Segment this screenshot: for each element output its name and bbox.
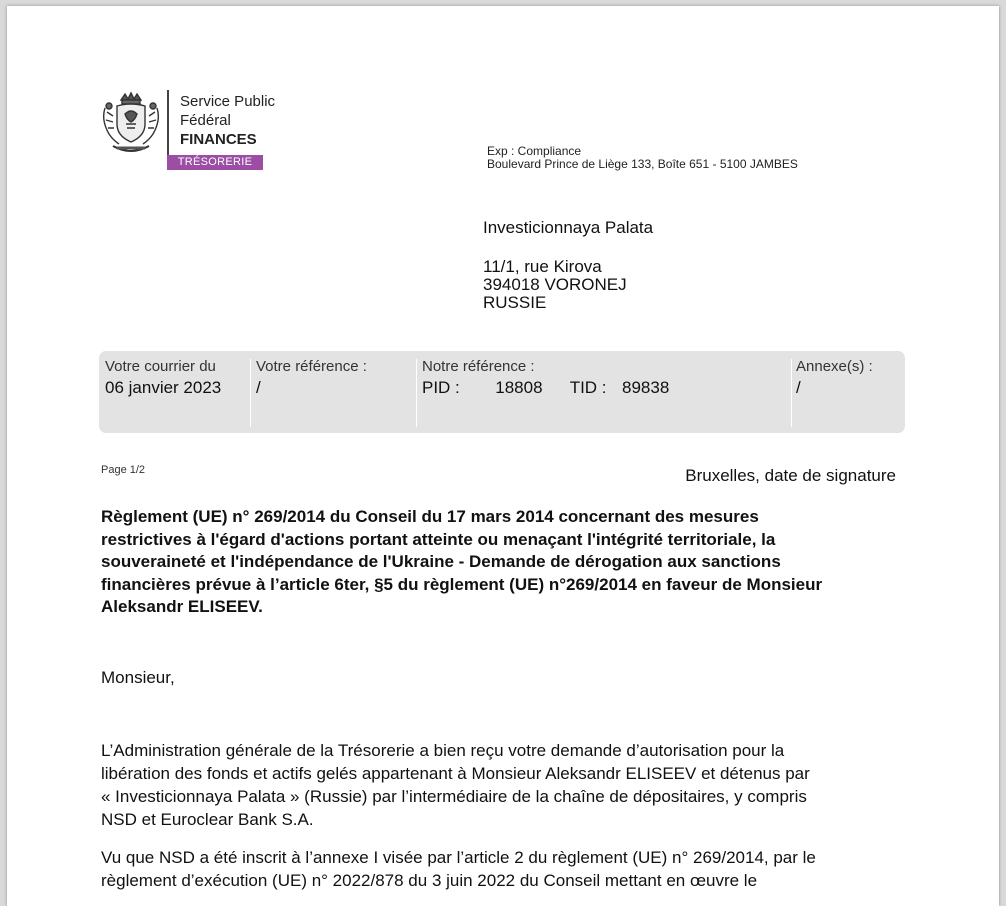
- subject-line: financières prévue à l’article 6ter, §5 du règlement (UE) n°269/2014 en faveur de Monsieur: [101, 574, 823, 594]
- recipient-address-line-3: RUSSIE: [483, 293, 547, 312]
- your-letter-label: Votre courrier du: [105, 358, 216, 375]
- your-reference-value: /: [256, 378, 261, 397]
- paragraph-line: libération des fonds et actifs gelés appartenant à Monsieur Aleksandr ELISEEV et détenus par: [101, 764, 810, 783]
- your-reference-label: Votre référence :: [256, 358, 367, 375]
- tid-value: 89838: [622, 378, 670, 397]
- paragraph-line: « Investicionnaya Palata » (Russie) par l’intermédiaire de la chaîne de dépositaires, y compris: [101, 787, 807, 806]
- column-separator: [416, 359, 417, 427]
- division-badge: TRÉSORERIE: [167, 155, 263, 170]
- sender-line-2: Boulevard Prince de Liège 133, Boîte 651 - 5100 JAMBES: [487, 157, 798, 171]
- annex-label: Annexe(s) :: [796, 358, 873, 375]
- org-line-2: Fédéral: [180, 112, 231, 129]
- body-paragraph-2: [101, 846, 901, 892]
- subject-line: restrictives à l'égard d'actions portant atteinte ou menaçant l'intégrité territoriale, la: [101, 529, 776, 549]
- document-page: [7, 6, 999, 906]
- our-reference-label: Notre référence :: [422, 358, 535, 375]
- body-paragraph-1: [101, 739, 901, 831]
- org-line-1: Service Public: [180, 93, 276, 110]
- paragraph-line: Vu que NSD a été inscrit à l’annexe I visée par l’article 2 du règlement (UE) n° 269/2014, par le: [101, 848, 816, 867]
- sender-line-1: Exp : Compliance: [487, 144, 582, 158]
- paragraph-line: règlement d’exécution (UE) n° 2022/878 du 3 juin 2022 du Conseil mettant en œuvre le: [101, 871, 758, 890]
- recipient-address-line-2: 394018 VORONEJ: [483, 275, 627, 294]
- column-separator: [250, 359, 251, 427]
- place-and-date: Bruxelles, date de signature: [685, 466, 896, 485]
- tid-label: TID :: [569, 378, 607, 397]
- subject-heading: [101, 506, 901, 619]
- sender-address: [487, 145, 798, 171]
- pid-value: 18808: [495, 378, 543, 397]
- recipient-address: [483, 218, 653, 312]
- salutation: Monsieur,: [101, 668, 175, 687]
- belgian-coat-of-arms-icon: [99, 90, 163, 160]
- our-reference-value: [422, 378, 782, 398]
- page-number: Page 1/2: [101, 464, 146, 476]
- reference-box: [99, 351, 905, 433]
- subject-line: Règlement (UE) n° 269/2014 du Conseil du 17 mars 2014 concernant des mesures: [101, 507, 759, 526]
- org-line-3: FINANCES: [180, 131, 257, 148]
- recipient-address-line-1: 11/1, rue Kirova: [483, 257, 602, 276]
- federal-finance-logo: [99, 90, 299, 180]
- annex-column: [796, 351, 901, 427]
- column-separator: [791, 359, 792, 427]
- paragraph-line: L’Administration générale de la Trésorerie a bien reçu votre demande d’autorisation pour la: [101, 741, 785, 760]
- subject-line: Aleksandr ELISEEV.: [101, 597, 263, 616]
- annex-value: /: [796, 378, 801, 397]
- recipient-name: Investicionnaya Palata: [483, 218, 654, 237]
- our-reference-column: [422, 351, 782, 427]
- paragraph-line: NSD et Euroclear Bank S.A.: [101, 810, 314, 829]
- your-letter-column: [105, 351, 245, 427]
- organization-name: [180, 92, 275, 149]
- subject-line: souveraineté et l'indépendance de l'Ukraine - Demande de dérogation aux sanctions: [101, 552, 781, 571]
- your-letter-value: 06 janvier 2023: [105, 378, 222, 397]
- your-reference-column: [256, 351, 416, 427]
- pid-label: PID :: [422, 378, 460, 397]
